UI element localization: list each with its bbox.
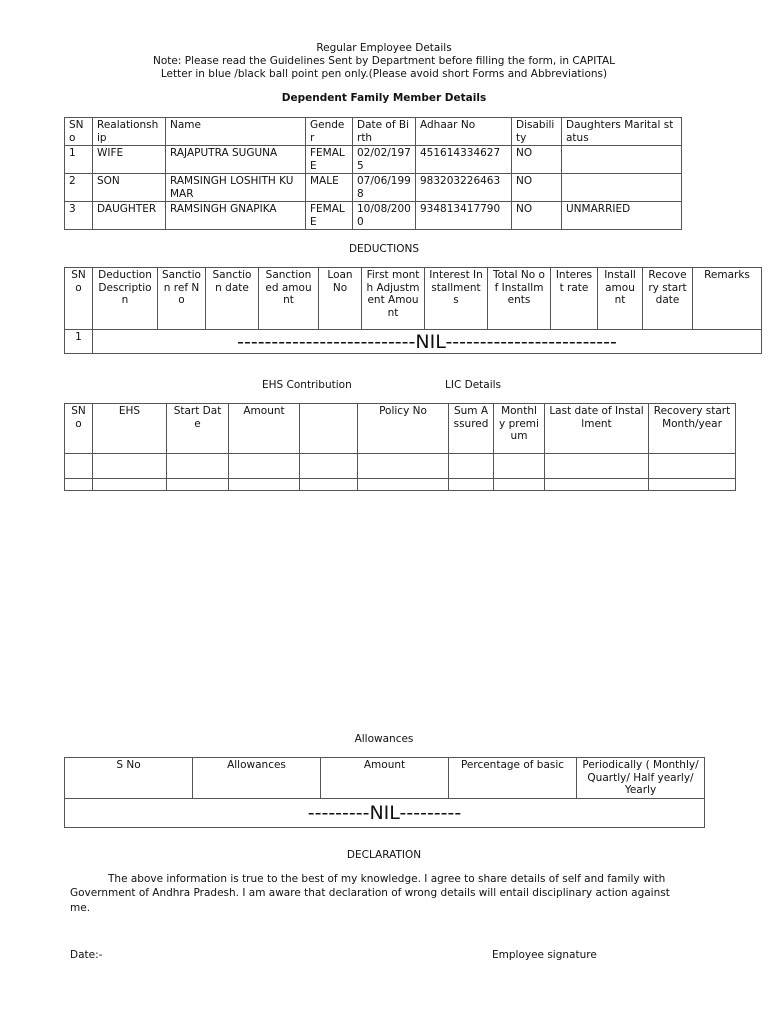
employee-signature-label: Employee signature	[492, 949, 597, 961]
allowances-col-percentage: Percentage of basic	[449, 758, 577, 799]
deductions-col-recovery-start: Recovery start date	[643, 268, 693, 330]
date-label: Date:-	[70, 949, 103, 961]
family-header-row	[65, 118, 682, 146]
table-cell: DAUGHTER	[93, 202, 166, 230]
form-note-line-1: Note: Please read the Guidelines Sent by Department before filling the form, in CAPITAL	[153, 55, 615, 67]
table-cell	[300, 479, 358, 491]
ehs-col-start-date: Start Date	[167, 404, 229, 454]
table-cell: NO	[512, 146, 562, 174]
deductions-col-sanction-ref: Sanction ref No	[158, 268, 206, 330]
table-cell	[93, 454, 167, 479]
table-cell	[229, 479, 300, 491]
allowances-heading: Allowances	[354, 733, 414, 745]
deductions-heading: DEDUCTIONS	[348, 243, 420, 255]
deductions-col-total-installments: Total No of Installments	[488, 268, 551, 330]
table-cell: 2	[65, 174, 93, 202]
deductions-col-sanctioned-amount: Sanctioned amount	[259, 268, 319, 330]
table-cell	[167, 479, 229, 491]
deductions-table	[64, 267, 762, 354]
allowances-col-amount: Amount	[321, 758, 449, 799]
deductions-col-sno: SNo	[65, 268, 93, 330]
allowances-table	[64, 757, 705, 828]
declaration-text-line-2: Government of Andhra Pradesh. I am aware that declaration of wrong details will entail disciplinary action against	[70, 887, 670, 899]
ehs-col-ehs: EHS	[93, 404, 167, 454]
table-cell: 934813417790	[416, 202, 512, 230]
ehs-lic-header-row	[65, 404, 736, 454]
ehs-heading: EHS Contribution	[262, 379, 352, 391]
ehs-col-sno: SNo	[65, 404, 93, 454]
table-cell	[449, 454, 494, 479]
table-cell	[545, 454, 649, 479]
table-cell	[358, 479, 449, 491]
table-cell: 07/06/1998	[353, 174, 416, 202]
table-cell: RAJAPUTRA SUGUNA	[166, 146, 306, 174]
table-row	[65, 454, 736, 479]
table-cell: 3	[65, 202, 93, 230]
deductions-col-description: Deduction Description	[93, 268, 158, 330]
table-cell: RAMSINGH LOSHITH KUMAR	[166, 174, 306, 202]
lic-heading: LIC Details	[445, 379, 502, 391]
family-col-marital-status: Daughters Marital status	[562, 118, 682, 146]
table-cell: 10/08/2000	[353, 202, 416, 230]
table-cell: UNMARRIED	[562, 202, 682, 230]
allowances-col-periodically: Periodically ( Monthly/ Quartly/ Half yearly/ Yearly	[577, 758, 705, 799]
table-cell	[65, 479, 93, 491]
family-heading: Dependent Family Member Details	[281, 92, 487, 104]
family-col-gender: Gender	[306, 118, 353, 146]
table-row	[65, 146, 682, 174]
deductions-col-install-amount: Install amount	[598, 268, 643, 330]
lic-col-recovery-start: Recovery start Month/year	[649, 404, 736, 454]
family-col-name: Name	[166, 118, 306, 146]
table-cell	[229, 454, 300, 479]
table-cell	[649, 479, 736, 491]
table-cell: 451614334627	[416, 146, 512, 174]
deductions-col-interest-rate: Interest rate	[551, 268, 598, 330]
allowances-nil-text: ---------NIL---------	[65, 798, 705, 827]
table-cell: MALE	[306, 174, 353, 202]
table-cell	[545, 479, 649, 491]
table-cell: RAMSINGH GNAPIKA	[166, 202, 306, 230]
lic-col-monthly-premium: Monthly premium	[494, 404, 545, 454]
table-row	[65, 798, 705, 827]
table-cell: NO	[512, 202, 562, 230]
ehs-col-amount: Amount	[229, 404, 300, 454]
family-col-adhaar: Adhaar No	[416, 118, 512, 146]
allowances-col-sno: S No	[65, 758, 193, 799]
deductions-nil-text: --------------------------NIL-------------------------	[93, 330, 762, 354]
deductions-col-loan-no: Loan No	[319, 268, 362, 330]
deductions-col-first-month: First month Adjustment Amount	[362, 268, 425, 330]
table-cell	[649, 454, 736, 479]
table-cell	[494, 479, 545, 491]
table-cell	[358, 454, 449, 479]
form-title: Regular Employee Details	[316, 42, 452, 54]
table-cell: 1	[65, 330, 93, 354]
table-cell	[167, 454, 229, 479]
family-col-disability: Disability	[512, 118, 562, 146]
lic-col-last-date: Last date of Installment	[545, 404, 649, 454]
deductions-col-remarks: Remarks	[693, 268, 762, 330]
deductions-header-row	[65, 268, 762, 330]
form-note-line-2: Letter in blue /black ball point pen only.(Please avoid short Forms and Abbreviations)	[160, 68, 608, 80]
table-cell: 02/02/1975	[353, 146, 416, 174]
family-table	[64, 117, 682, 230]
lic-col-sum-assured: Sum Assured	[449, 404, 494, 454]
table-cell: SON	[93, 174, 166, 202]
table-cell: FEMALE	[306, 146, 353, 174]
deductions-col-sanction-date: Sanction date	[206, 268, 259, 330]
table-cell	[494, 454, 545, 479]
lic-col-policy-no: Policy No	[358, 404, 449, 454]
family-col-dob: Date of Birth	[353, 118, 416, 146]
deductions-col-interest-installments: Interest Installments	[425, 268, 488, 330]
table-cell: 1	[65, 146, 93, 174]
ehs-lic-table	[64, 403, 736, 491]
allowances-col-allowances: Allowances	[193, 758, 321, 799]
table-row	[65, 202, 682, 230]
table-row	[65, 479, 736, 491]
table-cell	[65, 454, 93, 479]
allowances-header-row	[65, 758, 705, 799]
table-cell	[300, 454, 358, 479]
declaration-text-line-1: The above information is true to the best of my knowledge. I agree to share details of self and family with	[108, 873, 666, 885]
table-row	[65, 174, 682, 202]
table-cell: 983203226463	[416, 174, 512, 202]
declaration-heading: DECLARATION	[346, 849, 422, 861]
declaration-text-line-3: me.	[70, 902, 91, 914]
family-col-sno: SNo	[65, 118, 93, 146]
table-cell: NO	[512, 174, 562, 202]
family-col-relationship: Realationship	[93, 118, 166, 146]
table-row	[65, 330, 762, 354]
table-cell	[562, 146, 682, 174]
table-cell: WIFE	[93, 146, 166, 174]
table-cell	[93, 479, 167, 491]
table-cell	[562, 174, 682, 202]
table-cell	[449, 479, 494, 491]
ehs-col-blank	[300, 404, 358, 454]
table-cell: FEMALE	[306, 202, 353, 230]
